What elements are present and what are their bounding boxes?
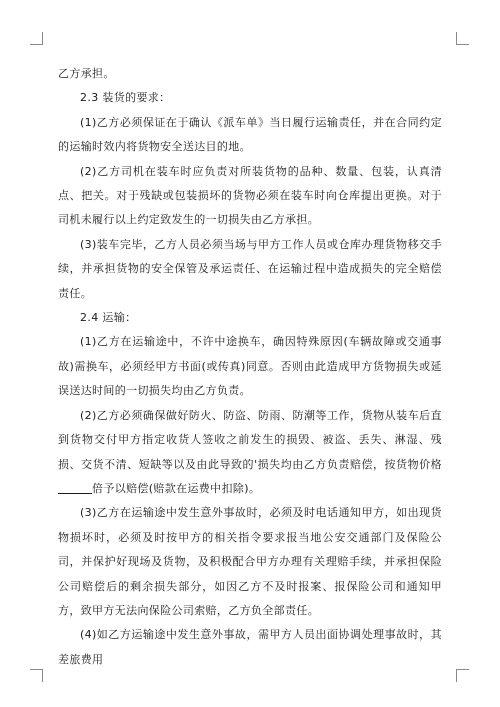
section-heading: 2.4 运输： (80, 311, 137, 325)
crop-mark-bottom-left (30, 669, 43, 682)
paragraph (58, 404, 442, 502)
crop-mark-bottom-right (456, 669, 469, 682)
paragraph-text: 倍予以赔偿(赔款在运费中扣除)。 (92, 481, 261, 495)
fill-in-blank (58, 481, 92, 494)
crop-mark-top-right (456, 32, 469, 45)
document-body (58, 62, 442, 672)
paragraph: (3)装车完毕，乙方人员必须当场与甲方工作人员或仓库办理货物移交手续，并承担货物的安全保管及承运责任、在运输过程中造成损失的完全赔偿责任。 (58, 237, 442, 300)
paragraph: (1)乙方在运输途中，不许中途换车，确因特殊原因(车辆故障或交通事故)需换车，必须经甲方书面(或传真)同意。否则由此造成甲方货物损失或延误送达时间的一切损失均由乙方负责。 (58, 335, 442, 398)
paragraph: (2)乙方司机在装车时应负责对所装货物的品种、数量、包装，认真清点、把关。对于残缺或包装损坏的货物必须在装车时向仓库提出更换。对于司机未履行以上约定致发生的一切损失由乙方承担。 (58, 164, 442, 227)
paragraph: 乙方承担。 (58, 67, 115, 80)
crop-mark-top-left (30, 32, 43, 45)
paragraph: (4)如乙方运输途中发生意外事故，需甲方人员出面协调处理事故时，其差旅费用 (58, 628, 442, 666)
paragraph-text: (2)乙方必须确保做好防火、防盗、防雨、防潮等工作，货物从装车后直到货物交付甲方指定收货人签收之前发生的损毁、被盗、丢失、淋湿、残损、交货不清、短缺等以及由此导致的'损失均由乙方负责赔偿，按货物价格 (58, 408, 442, 471)
section-heading: 2.3 装货的要求： (80, 91, 171, 105)
paragraph: (1)乙方必须保证在于确认《派车单》当日履行运输责任，并在合同约定的运输时效内将货物安全送达目的地。 (58, 115, 442, 154)
paragraph: (3)乙方在运输途中发生意外事故时，必须及时电话通知甲方，如出现货物损坏时，必须及时按甲方的相关指令要求报当地公安交通部门及保险公司，并保护好现场及货物，及积极配合甲方办理有关理赔手续，并承担保险公司赔偿后的剩余损失部分，如因乙方不及时报案、报保险公司和通知甲方，致甲方无法向保险公司索赔，乙方负全部责任。 (58, 506, 442, 617)
